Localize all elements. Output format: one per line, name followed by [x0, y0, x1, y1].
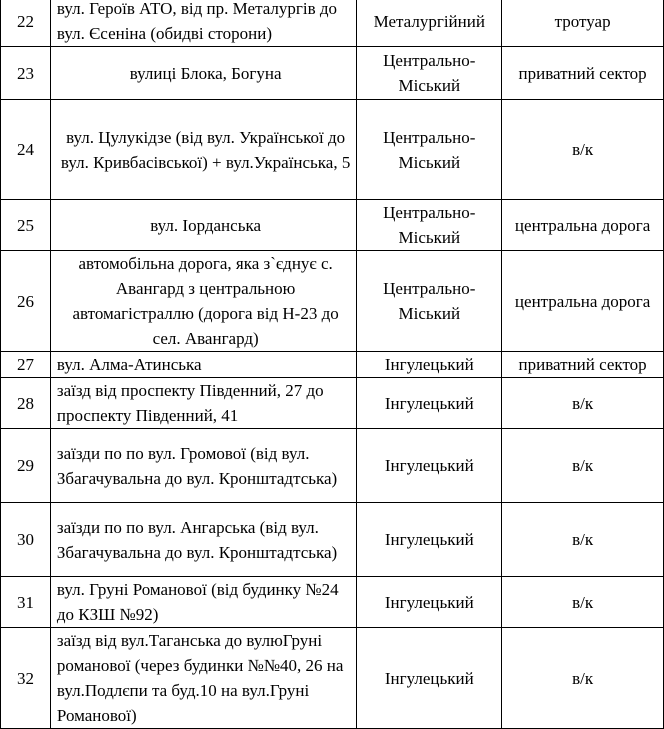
row-number-cell: 27	[1, 352, 51, 378]
district-cell: Центрально-Міський	[357, 100, 502, 200]
street-cell: вулиці Блока, Богуна	[50, 47, 356, 100]
row-number-cell: 23	[1, 47, 51, 100]
type-cell: приватний сектор	[502, 352, 664, 378]
table-row	[1, 378, 664, 429]
row-number-cell: 22	[1, 0, 51, 47]
type-cell: тротуар	[502, 0, 664, 47]
street-cell: вул. Цулукідзе (від вул. Української до вул. Кривбасівської) + вул.Українська, 5	[50, 100, 356, 200]
type-cell: в/к	[502, 577, 664, 628]
table-row	[1, 251, 664, 352]
district-cell: Інгулецький	[357, 378, 502, 429]
district-cell: Інгулецький	[357, 577, 502, 628]
type-cell: центральна дорога	[502, 200, 664, 251]
district-cell: Інгулецький	[357, 503, 502, 577]
table-row	[1, 100, 664, 200]
district-cell: Інгулецький	[357, 352, 502, 378]
table-row	[1, 47, 664, 100]
street-cell: вул. Героїв АТО, від пр. Металургів до вул. Єсеніна (обидві сторони)	[50, 0, 356, 47]
district-cell: Центрально-Міський	[357, 200, 502, 251]
district-cell: Центрально-Міський	[357, 47, 502, 100]
row-number-cell: 24	[1, 100, 51, 200]
table-row	[1, 352, 664, 378]
row-number-cell: 28	[1, 378, 51, 429]
row-number-cell: 26	[1, 251, 51, 352]
district-cell: Інгулецький	[357, 628, 502, 729]
type-cell: в/к	[502, 429, 664, 503]
street-cell: заїзд від вул.Таганська до вулюГруні романової (через будинки №№40, 26 на вул.Подлєпи та буд.10 на вул.Груні Романової)	[50, 628, 356, 729]
table-row	[1, 628, 664, 729]
type-cell: приватний сектор	[502, 47, 664, 100]
district-cell: Металургійний	[357, 0, 502, 47]
district-cell: Центрально-Міський	[357, 251, 502, 352]
type-cell: в/к	[502, 628, 664, 729]
type-cell: в/к	[502, 378, 664, 429]
table-body	[1, 0, 664, 729]
table-row	[1, 577, 664, 628]
row-number-cell: 32	[1, 628, 51, 729]
type-cell: в/к	[502, 503, 664, 577]
row-number-cell: 31	[1, 577, 51, 628]
street-cell: вул. Груні Романової (від будинку №24 до КЗШ №92)	[50, 577, 356, 628]
row-number-cell: 25	[1, 200, 51, 251]
district-cell: Інгулецький	[357, 429, 502, 503]
type-cell: в/к	[502, 100, 664, 200]
table-row	[1, 503, 664, 577]
table-row	[1, 200, 664, 251]
street-cell: заїзди по по вул. Ангарська (від вул. Збагачувальна до вул. Кронштадтська)	[50, 503, 356, 577]
table-row	[1, 0, 664, 47]
street-cell: автомобільна дорога, яка з`єднує с. Авангард з центральною автомагістраллю (дорога від Н-23 до сел. Авангард)	[50, 251, 356, 352]
type-cell: центральна дорога	[502, 251, 664, 352]
row-number-cell: 29	[1, 429, 51, 503]
table-row	[1, 429, 664, 503]
street-cell: заїзд від проспекту Південний, 27 до проспекту Південний, 41	[50, 378, 356, 429]
street-cell: вул. Алма-Атинська	[50, 352, 356, 378]
street-cell: вул. Іорданська	[50, 200, 356, 251]
street-cell: заїзди по по вул. Громової (від вул. Збагачувальна до вул. Кронштадтська)	[50, 429, 356, 503]
row-number-cell: 30	[1, 503, 51, 577]
